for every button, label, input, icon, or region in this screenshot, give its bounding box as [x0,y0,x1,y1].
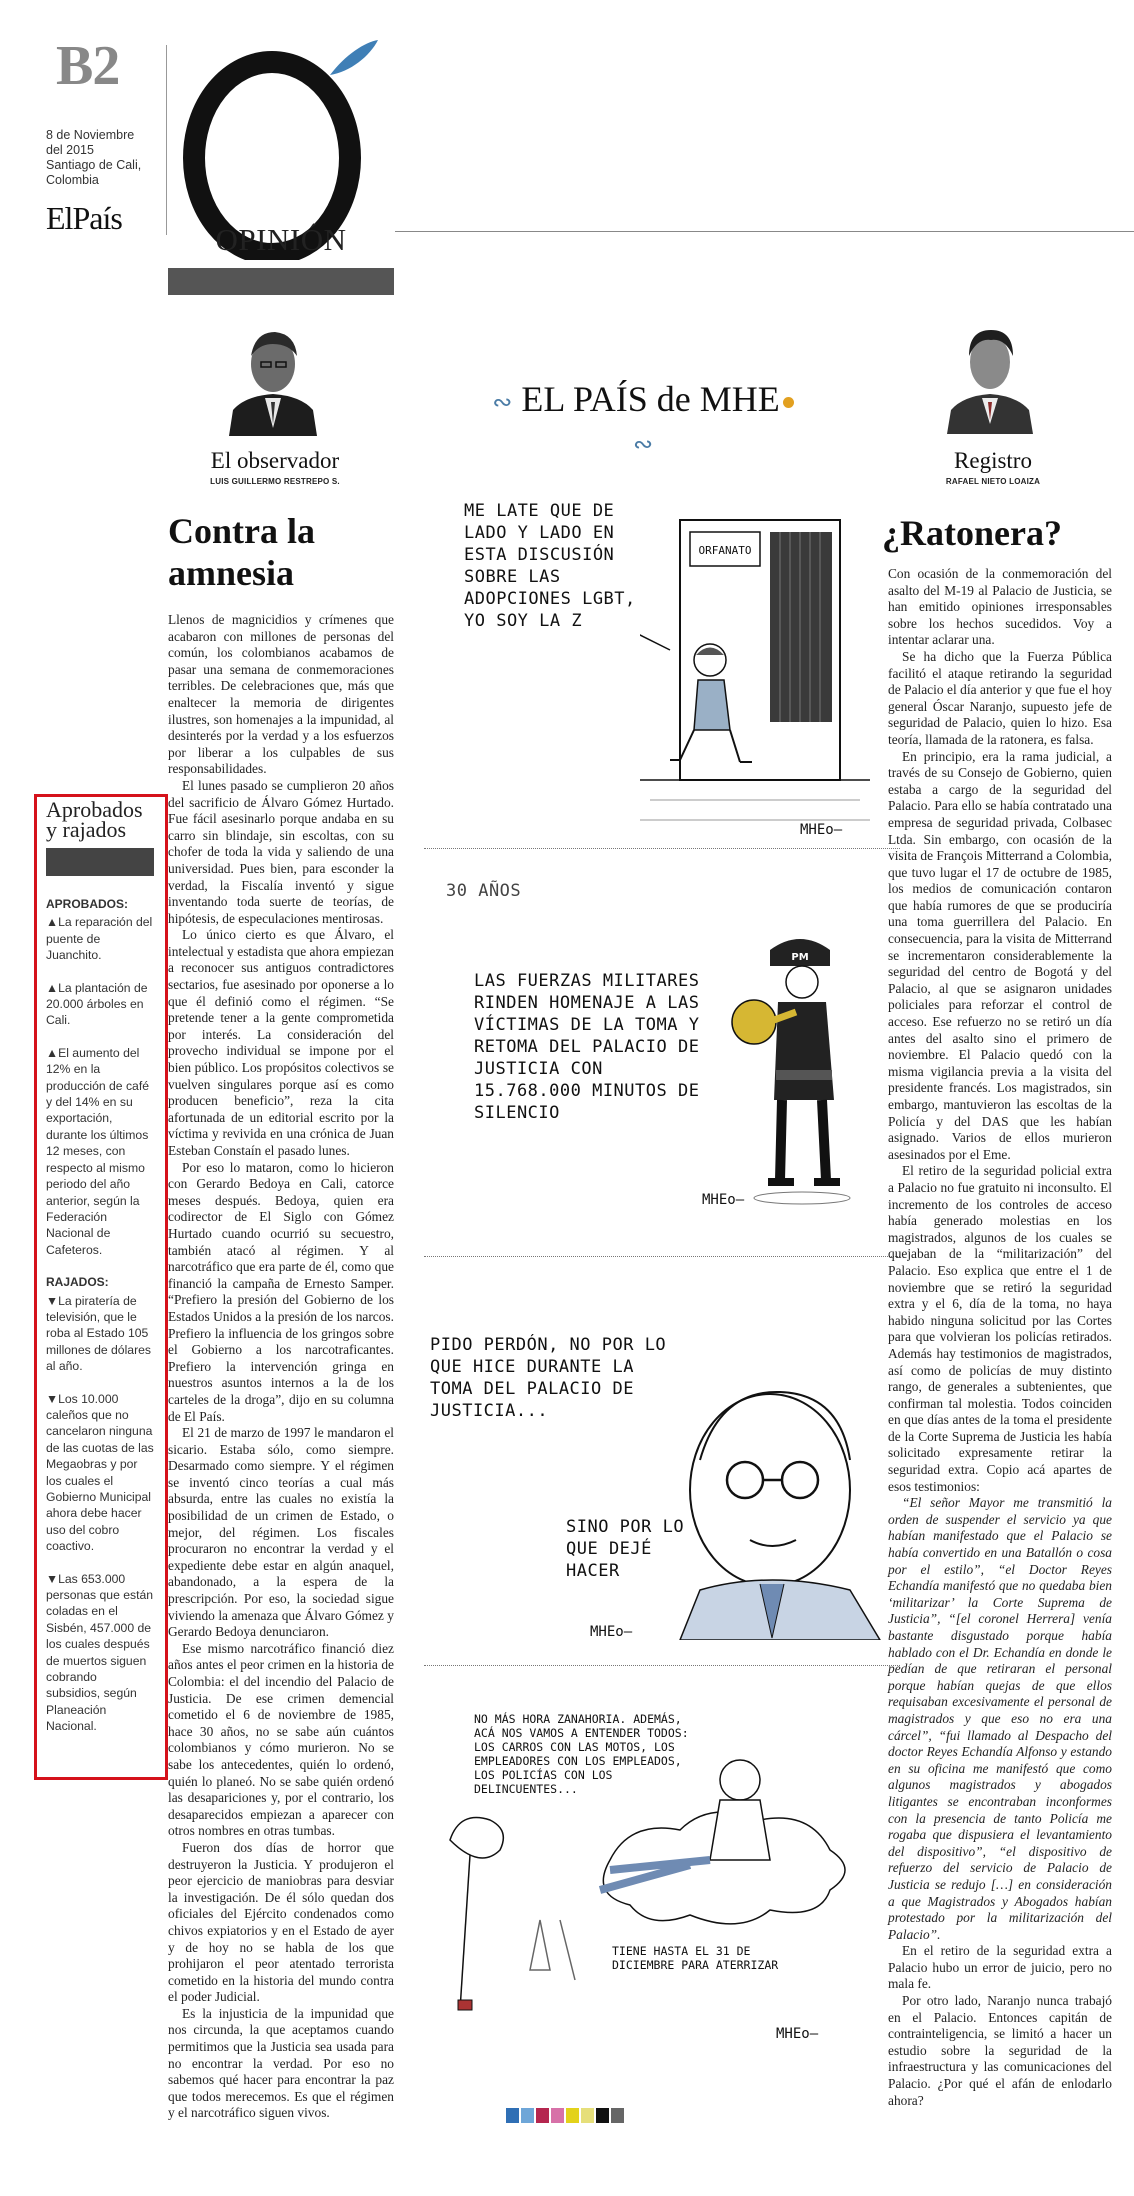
paragraph: Fueron dos días de horror que destruyeron la Justicia. Y produjeron el peor ejercicio de maniobras para desviar la investigación. De él sólo quedan dos oficiales del Ejército condenados como chivos expiatorios y en el Estado de ayer y de hoy no se habla de los que prohijaron el peor atentado terrorista cometido en la historia del mundo contra el poder Judicial. [168,1839,394,2005]
columnist-photo [945,316,1035,434]
decorative-bar [168,268,394,295]
cartoonist-signature: MHEo— [776,2026,819,2042]
dot-icon [783,397,794,408]
section-title: OPINIÓN [215,222,347,257]
paragraph: Llenos de magnicidios y crímenes que acabaron con millones de personas del común, los colombianos acabamos de pasar una semana de conmemoraciones terribles. De celebraciones que, más que enaltecer la memoria de dirigentes ilustres, son homenajes a la impunidad, al desinterés por la verdad y a los esfuerzos por liberar a los culpables de sus responsabilidades. [168,612,394,777]
column-author: LUIS GUILLERMO RESTREPO S. [210,477,340,486]
color-swatch [611,2108,624,2123]
helmet-label: PM [791,952,809,963]
sidebar-bar [46,848,154,876]
cartoon-caption: LAS FUERZAS MILITARES RINDEN HOMENAJE A LAS VÍCTIMAS DE LA TOMA Y RETOMA DEL PALACIO DE JUSTICIA CON 15.768.000 MINUTOS DE SILENCIO [474,971,700,1123]
list-item: ▼La piratería de televisión, que le roba al Estado 105 millones de dólares al año. [46,1293,152,1374]
approved-heading: APROBADOS: [46,897,129,911]
paragraph: El lunes pasado se cumplieron 20 años del sacrificio de Álvaro Gómez Hurtado. Fue fácil asesinarlo porque andaba en su carro sin blindaje, sin escoltas, con su chofer de toda la vida y saliendo de una universidad. Pues bien, para esconder la verdad, la Fiscalía inventó y sigue inventando toda suerte de teorías, de hipótesis, de especulaciones mentirosas. [168,777,394,926]
paragraph: El 21 de marzo de 1997 le mandaron el sicario. Estaba sólo, como siempre. Desarmado como siempre. Y el régimen se inventó cinco teorías a cual más absurda, entre las cuales no existía la posibilidad de un crimen de Estado, o mejor, del régimen. Los fiscales procuraron no encontrar la verdad y el expediente debe estar en algún anaquel, abandonado, a la espera de la prescripción. Por eso, la sociedad sigue viviendo la amenaza que Álvaro Gómez y Gerardo Bedoya denunciaron. [168,1425,394,1640]
paragraph: Por otro lado, Naranjo nunca trabajó en el Palacio. Entonces capitán de contrainteligencia, se limitó a hacer un estudio sobre la seguridad de la infraestructura y las comunicaciones del Palacio. ¿Por qué el afán de enlodarlo ahora? [888,1993,1112,2108]
cartoon-reply: TIENE HASTA EL 31 DE DICIEMBRE PARA ATERRIZAR [612,1944,779,1972]
sidebar-title-line: Aprobados [46,797,143,822]
date-line: Santiago de Cali, [46,158,142,172]
swirl-icon: ∾ [492,390,513,417]
paragraph: El retiro de la seguridad policial extra a Palacio no fue gratuito ni inconsulto. El incremento de los controles de acceso había generado molestias en los magistrados, algunos de los cuales se quejaban de la “militarización” del Palacio. Eso explica que entre el 1 de noviembre que se retiró la seguridad extra y el 6, día de la toma, no haya habido ninguna solicitud por las Cortes para que volvieran los policías retirados. Además hay testimonios de magistrados, así como de policías de muy distinto rango, de generales a subtenientes, que confirman tal molestia. Todos coinciden en que días antes de la toma el presidente de la Corte Suprema de Justicia les había solicitado expresamente retirar la seguridad extra. Copio acá apartes de esos testimonios: [888,1163,1112,1494]
cartoon-reply: SINO POR LO QUE DEJÉ HACER [566,1517,685,1581]
paragraph: Ese mismo narcotráfico financió diez años antes el peor crimen en la historia de Colombia: el del incendio del Palacio de Justicia. De ese crimen demencial cometido el 6 de noviembre de 1985, hace 30 años, no se sabe aún cuántos colombianos y cómo murieron. No se sabe los antecedentes, quién lo ordenó, quién lo planeó. No se sabe quién ordenó las desapariciones y, por el contrario, los desaparecidos empiezan a aparecer con otros nombres en otras tumbas. [168,1640,394,1839]
page-number: B2 [56,35,120,97]
column-name: Registro [954,448,1032,473]
swirl-icon: ∾ [632,432,654,459]
article-headline [168,510,448,594]
cartoon-drawing [730,920,890,1220]
headline-line: Contra la [168,511,315,551]
date-block [46,128,156,188]
article-body [888,566,1112,2109]
date-line: del 2015 [46,143,94,157]
failed-heading: RAJADOS: [46,1275,109,1290]
column-author: RAFAEL NIETO LOAIZA [945,477,1041,486]
color-swatch [581,2108,594,2123]
panel-divider [424,848,900,849]
panel-divider [424,1665,900,1666]
cartoon-panel-title: 30 AÑOS [446,881,522,901]
cartoonist-signature: MHEo— [702,1192,745,1208]
headline-line: amnesia [168,553,294,593]
sidebar-title-line: y rajados [46,817,127,842]
cartoonist-signature: MHEo— [800,822,843,838]
cartoonist-signature: MHEo— [590,1624,633,1640]
orphanage-sign: ORFANATO [698,544,752,557]
paragraph: En el retiro de la seguridad extra a Palacio hubo un error de juicio, pero no mala fe. [888,1943,1112,1992]
cartoon-drawing [640,510,870,830]
panel-divider [424,1256,900,1257]
paragraph: Lo único cierto es que Álvaro, el intelectual y estadista que ahora empiezan a reconocer sus antiguos contradictores sectarios, fue asesinado por oponerse a lo que él definió como el régimen. “Se pretende tener a la gente comprometida por interés. La consideración del provecho individual se impone por el bien público. Los propósitos colectivos se vuelven singulares porque así es como producen beneficio”, reza la cita afortunada de un editorial escrito por la víctima y revivida en una crónica de Juan Esteban Constaín el pasado lunes. [168,927,394,1158]
color-swatch [506,2108,519,2123]
cartoon-drawing [640,1370,910,1640]
list-item: ▲La plantación de 20.000 árboles en Cali. [46,980,148,1028]
date-line: 8 de Noviembre [46,128,135,142]
article-headline: ¿Ratonera? [882,513,1062,553]
list-item: ▲El aumento del 12% en la producción de café y del 14% en su exportación, durante los últimos 12 meses, con respecto al mismo periodo del año anterior, según la Federación Nacional de Cafeteros. [46,1045,149,1257]
print-color-bar [506,2108,626,2128]
cartoon-caption: NO MÁS HORA ZANAHORIA. ADEMÁS, ACÁ NOS VAMOS A ENTENDER TODOS: LOS CARROS CON LAS MOTOS, LOS EMPLEADORES CON LOS EMPLEADOS, LOS POLICÍAS CON LOS DELINCUENTES... [474,1712,689,1796]
paragraph: En principio, era la rama judicial, a través de su Consejo de Gobierno, quien estaba a cargo de la seguridad del Palacio. Para ello se había contratado una empresa de seguridad privada, Colbasec Ltda. Sin embargo, con ocasión de la visita de François Mitterrand a Colombia, que tuvo lugar el 17 de octubre de 1985, los medios de comunicación contaron que había rumores de que se produciría una toma guerrillera del Palacio. En consecuencia, para la visita de Mitterrand se incrementaron considerablemente la seguridad del centro de Bogotá y del Palacio, al que se asignaron unidades policiales para reforzar el control de acceso. Ese refuerzo no se retiró un día antes del asalto sino el primero de noviembre. El Palacio quedó con la misma vigilancia previa a la visita del presidente francés. Los magistrados, sin embargo, mantuvieron las escoltas de la Policía y del DAS que les habían asignado. Varios de ellos murieron asesinados por el Eme. [888,748,1112,1162]
color-swatch [551,2108,564,2123]
list-item: ▼Las 653.000 personas que están coladas en el Sisbén, 457.000 de los cuales después de muertos siguen cobrando subsidios, según Planeación Nacional. [46,1571,154,1734]
sidebar-title [46,797,160,842]
list-item: ▲La reparación del puente de Juanchito. [46,915,153,963]
list-item: ▼Los 10.000 caleños que no cancelaron ninguna de las cuotas de las Megaobras y por los cuales el Gobierno Municipal ahora debe hacer uso del cobro coactivo. [46,1391,154,1554]
article-body [168,612,394,2122]
color-swatch [536,2108,549,2123]
paragraph: Es la injusticia de la impunidad que nos circunda, la que aceptamos cuando permitimos que la Justicia sea usada para no encontrar la verdad. Por eso no sabemos qué hacer para encontrar la paz que todos merecemos. Es que el régimen y el narcotráfico siguen vivos. [168,2005,394,2121]
color-swatch [521,2108,534,2123]
column-name: El observador [210,448,340,473]
cartoon-section-title [478,378,808,462]
header-rule [395,231,1134,232]
sidebar-list [46,896,154,1751]
cartoon-caption: ME LATE QUE DE LADO Y LADO EN ESTA DISCUSIÓN SOBRE LAS ADOPCIONES LGBT, YO SOY LA Z [464,501,636,631]
paragraph: Con ocasión de la conmemoración del asalto del M-19 al Palacio de Justicia, se han emitido opiniones irresponsables sobre los hechos sucedidos. Voy a intentar aclarar una. [888,566,1112,648]
logo-accent-icon [330,40,378,75]
divider [166,45,167,235]
cartoon-title-text: EL PAÍS de MHE [521,379,780,419]
color-swatch [566,2108,579,2123]
cartoon-caption: PIDO PERDÓN, NO POR LO QUE HICE DURANTE LA TOMA DEL PALACIO DE JUSTICIA... [430,1335,667,1421]
color-swatch [596,2108,609,2123]
paragraph: Se ha dicho que la Fuerza Pública facilitó el ataque retirando la seguridad de Palacio el día anterior y que fue el hoy general Óscar Naranjo, supuesto jefe de seguridad de Palacio, quien lo hizo. Esa teoría, llamada de la ratonera, es falsa. [888,648,1112,747]
columnist-photo [225,318,321,436]
paragraph: Por eso lo mataron, como lo hicieron con Gerardo Bedoya en Cali, catorce meses después. Bedoya, quien era codirector de El Siglo con Gómez Hurtado cuando ocurrió su secuestro, también atacó al régimen. Y al narcotráfico que era parte de él, como que financió la campaña de Ernesto Samper. “Prefiero la presión del Gobierno de los Estados Unidos a la presión de los narcos. Prefiero la influencia de los gringos sobre el Gobierno a los narcotraficantes. Prefiero la intervención gringa en nuestros asuntos internos a la de los carteles de la droga”, dijo en su columna de El País. [168,1159,394,1424]
quote: “El señor Mayor me transmitió la orden de suspender el servicio ya que habían manifestado que el Palacio se había convertido en una Batallón o cosa por el estilo”, “el Doctor Reyes Echandía manifestó que no quedaba bien ‘militarizar’ la Corte Suprema de Justicia”, “[el coronel Herrera] venía bastante disgustado porque había hablado con el Dr. Echandía en donde le pedían de que retiraran el personal porque habían quejas de que ellos requisaban excesivamente el personal de magistrados y que eso no era una cárcel”, “fui llamado al Despacho del doctor Reyes Echandía Alfonso y estando en su oficina me manifestó que como algunos magistrados y abogados litigantes se encontraban inconformes con la presencia de tanto Policía me rogaba que dispusiera el levantamiento del dispositivo”, “el dispositivo de refuerzo del servicio de Palacio de Justicia se redujo […] en consideración a que Magistrados y Abogados habían protestado por la militarización del Palacio”. [888,1495,1112,1942]
newspaper-logo: ElPaís [46,200,122,236]
date-line: Colombia [46,173,99,187]
cartoon-drawing [440,1720,860,2020]
